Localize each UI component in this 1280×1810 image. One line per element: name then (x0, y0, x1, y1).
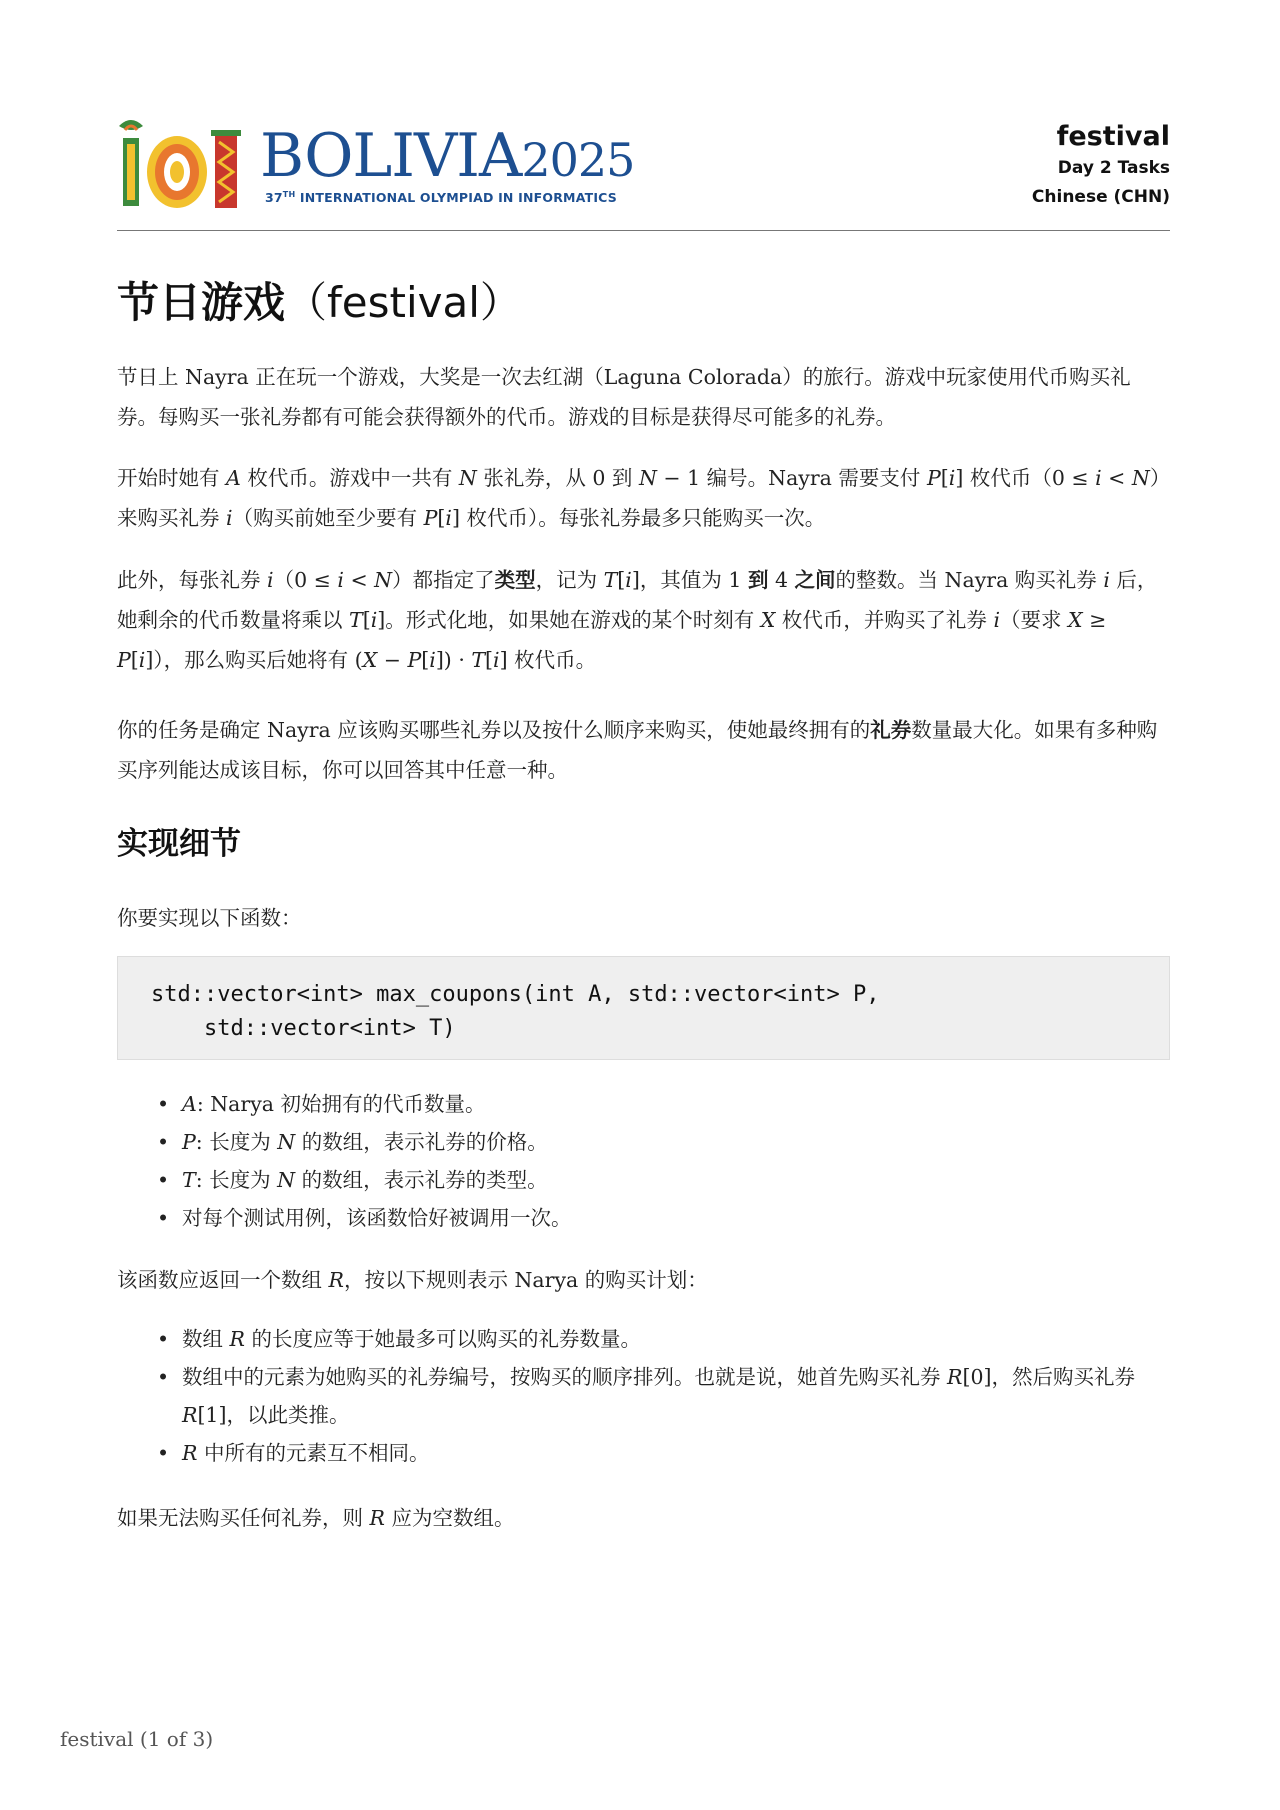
p2-var-i3: i (226, 506, 233, 530)
p3-text-b: （0 ≤ (273, 568, 338, 592)
p3-var-i4: i (1103, 568, 1110, 592)
p3-var-i3: i (625, 568, 632, 592)
p2-text-g: < (1101, 466, 1132, 490)
p3-var-X: X (760, 608, 776, 632)
logo-sub-number: 37 (265, 190, 283, 206)
p3-var-T: T (603, 568, 618, 592)
p3-var-i7: i (138, 648, 146, 672)
list-item (117, 1161, 1170, 1199)
param-desc-T-a: : 长度为 (195, 1168, 278, 1192)
p3-text-n: 枚代币，并购买了礼券 (775, 608, 994, 632)
p4-text-b: 数量最大化。如果有多种购买序列能达成该目标，你可以回答其中任意一种。 (117, 718, 1158, 782)
p2-var-N: N (458, 466, 477, 490)
p4-bold-coupon: 礼券 (870, 718, 912, 742)
p3-text-u: ]) · (435, 648, 472, 672)
rule3-text-b: 中所有的元素互不相同。 (197, 1441, 430, 1465)
p3-text-q: [ (130, 648, 139, 672)
rule2-text-a: 数组中的元素为她购买的礼券编号，按购买的顺序排列。也就是说，她首先购买礼券 (182, 1365, 948, 1389)
p3-var-P: P (117, 648, 131, 672)
list-item (117, 1199, 1170, 1237)
param-var-P: P (182, 1130, 196, 1154)
p3-bold-between: 之间 (794, 568, 836, 592)
p2-var-i: i (948, 466, 956, 490)
p3-var-T2: T (349, 608, 363, 632)
param-var-P-N: N (277, 1130, 296, 1154)
p2-text-b: 枚代币。游戏中一共有 (240, 466, 459, 490)
function-signature-code-block (117, 956, 1170, 1060)
empty-var-R: R (369, 1506, 385, 1530)
p3-var-i: i (267, 568, 274, 592)
p3-text-v: [ (485, 648, 494, 672)
section-heading-implementation: 实现细节 (117, 826, 241, 862)
title-cn: 节日游戏 (117, 278, 286, 327)
param-desc-T-b: 的数组，表示礼券的类型。 (295, 1168, 548, 1192)
p3-var-i5: i (370, 608, 378, 632)
p2-text-c: 张礼券，从 0 到 (476, 466, 639, 490)
p3-var-i2: i (337, 568, 344, 592)
task-language: Chinese (CHN) (1031, 187, 1170, 207)
rule1-text-b: 的长度应等于她最多可以购买的礼券数量。 (244, 1327, 641, 1351)
rule2-var-R: R (947, 1365, 963, 1389)
p2-text-h: ）来购买礼券 (117, 466, 1161, 530)
p3-text-k: 后，她剩余的代币数量将乘以 (117, 568, 1158, 632)
rule1-var-R: R (229, 1327, 245, 1351)
rule2-var-R2: R (182, 1403, 198, 1427)
p2-var-i4: i (445, 506, 452, 530)
rule2-text-c: [1]，以此类推。 (197, 1403, 350, 1427)
p3-text-d: ）都指定了 (392, 568, 495, 592)
p4-text-a: 你的任务是确定 Nayra 应该购买哪些礼券以及按什么顺序来购买，使她最终拥有的 (117, 718, 871, 742)
p3-text-s: − (377, 648, 408, 672)
p3-text-e: ，记为 (535, 568, 604, 592)
rule3-var-R: R (182, 1441, 198, 1465)
list-item (117, 1358, 1170, 1434)
p2-text-l: ] 枚代币）。每张礼券最多只能购买一次。 (451, 506, 826, 530)
page-title (117, 270, 522, 330)
param-var-T-N: N (277, 1168, 296, 1192)
p3-text-r: ]），那么购买后她将有 ( (145, 648, 363, 672)
intro-paragraph-2 (117, 458, 1170, 538)
p2-var-i2: i (1095, 466, 1102, 490)
logo-word-text: BOLIVIA (260, 121, 522, 191)
p3-bold-type: 类型 (494, 568, 536, 592)
call-once-note: 对每个测试用例，该函数恰好被调用一次。 (182, 1206, 572, 1230)
list-item (117, 1320, 1170, 1358)
page-footer: festival (1 of 3) (60, 1727, 214, 1751)
p3-text-o: （要求 (1000, 608, 1069, 632)
p2-text-e: [ (940, 466, 949, 490)
p3-var-i8: i (429, 648, 436, 672)
p2-var-P: P (926, 466, 941, 490)
p2-var-A: A (226, 466, 241, 490)
list-item (117, 1123, 1170, 1161)
param-desc-P-b: 的数组，表示礼券的价格。 (295, 1130, 548, 1154)
p3-var-P2: P (407, 648, 422, 672)
rule1-text-a: 数组 (182, 1327, 230, 1351)
p3-var-X2: X (1068, 608, 1083, 632)
param-var-A: A (182, 1092, 197, 1116)
p3-var-i9: i (493, 648, 500, 672)
param-desc-P-a: : 长度为 (195, 1130, 278, 1154)
p2-text-a: 开始时她有 (117, 466, 227, 490)
empty-text-a: 如果无法购买任何礼券，则 (117, 1506, 370, 1530)
p3-var-T3: T (471, 648, 486, 672)
p2-text-j: （购买前她至少要有 (232, 506, 424, 530)
logo-wordmark (260, 121, 635, 191)
p2-var-N1: N (638, 466, 657, 490)
p2-text-d: − 1 编号。Nayra 需要支付 (656, 466, 927, 490)
p3-text-m: ]。形式化地，如果她在游戏的某个时刻有 (377, 608, 761, 632)
list-item (117, 1085, 1170, 1123)
p3-text-a: 此外，每张礼券 (117, 568, 268, 592)
return-description (117, 1260, 1170, 1300)
param-var-T: T (182, 1168, 196, 1192)
impl-lead: 你要实现以下函数： (117, 906, 302, 930)
p3-text-p: ≥ (1082, 608, 1107, 632)
p3-text-l: [ (362, 608, 371, 632)
logo-subtitle (265, 190, 617, 205)
p3-var-X3: X (362, 648, 378, 672)
parameter-list (117, 1085, 1170, 1237)
ioi-bolivia-logo (117, 116, 637, 216)
p3-text-g: ]，其值为 1 (631, 568, 748, 592)
header-task-info (1032, 120, 1170, 212)
logo-year-text: 2025 (521, 133, 635, 187)
title-latin: （festival） (285, 278, 522, 327)
logo-sub-sup: TH (282, 190, 296, 199)
p2-var-N2: N (1131, 466, 1150, 490)
p3-var-N: N (374, 568, 393, 592)
logo-sub-text: INTERNATIONAL OLYMPIAD IN INFORMATICS (295, 190, 617, 206)
task-day: Day 2 Tasks (1057, 158, 1170, 178)
list-item (117, 1434, 1170, 1472)
p2-text-f: ] 枚代币（0 ≤ (955, 466, 1096, 490)
p3-text-t: [ (421, 648, 430, 672)
task-name: festival (1056, 121, 1170, 152)
intro-paragraph-4 (117, 710, 1170, 790)
p3-text-w: ] 枚代币。 (499, 648, 597, 672)
page-header (117, 116, 1170, 231)
intro-paragraph-1: 节日上 Nayra 正在玩一个游戏，大奖是一次去红湖（Laguna Colorada）的旅行。游戏中玩家使用代币购买礼券。每购买一张礼券都有可能会获得额外的代币。游戏的目标是获得尽可能多的礼券。 (117, 365, 1131, 429)
return-text-a: 该函数应返回一个数组 (117, 1268, 329, 1292)
p3-text-c: < (343, 568, 375, 592)
param-desc-A: : Narya 初始拥有的代币数量。 (196, 1092, 486, 1116)
p2-var-P2: P (423, 506, 438, 530)
return-var-R: R (328, 1268, 344, 1292)
p2-text-k: [ (437, 506, 446, 530)
function-signature: std::vector<int> max_coupons(int A, std::vector<int> P, std::vector<int> T) (151, 982, 880, 1041)
p3-text-f: [ (617, 568, 626, 592)
empty-array-note (117, 1498, 1170, 1538)
return-text-b: ，按以下规则表示 Narya 的购买计划： (343, 1268, 708, 1292)
p3-var-i6: i (993, 608, 1001, 632)
p3-bold-to: 到 (747, 568, 769, 592)
intro-paragraph-3 (117, 560, 1170, 680)
rule2-text-b: [0]，然后购买礼券 (962, 1365, 1135, 1389)
empty-text-b: 应为空数组。 (384, 1506, 515, 1530)
ioi-emblem-icon (117, 116, 257, 216)
p3-text-h: 4 (768, 568, 795, 592)
return-rules-list (117, 1320, 1170, 1472)
p3-text-j: 的整数。当 Nayra 购买礼券 (835, 568, 1104, 592)
